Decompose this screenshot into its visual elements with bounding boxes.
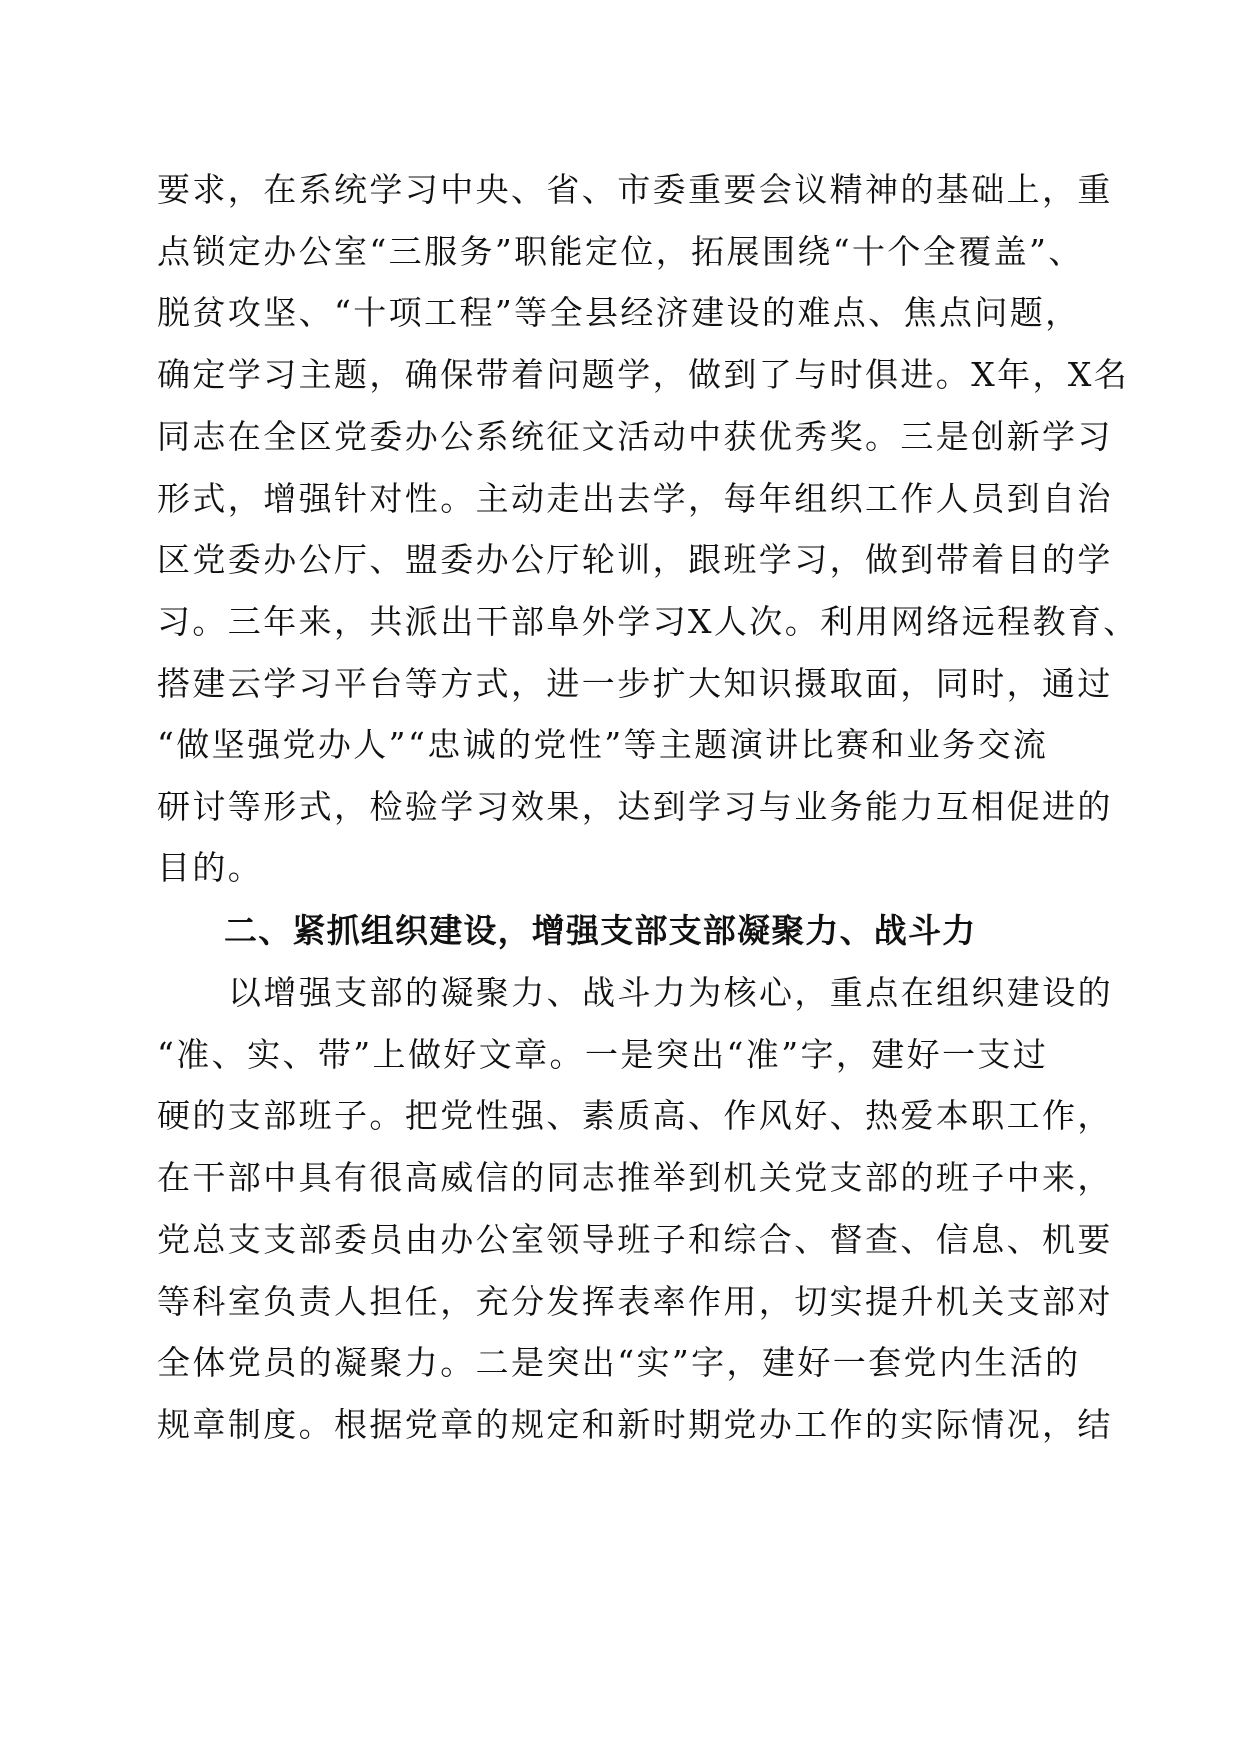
body-text-line: 目的。 [157,848,264,887]
body-text-line: 区党委办公厅、盟委办公厅轮训，跟班学习，做到带着目的学 [157,540,1113,579]
body-text-line: 党总支支部委员由办公室领导班子和综合、督查、信息、机要 [157,1220,1113,1259]
body-text-line: 要求，在系统学习中央、省、市委重要会议精神的基础上，重 [157,170,1113,209]
body-text-line: 习。三年来，共派出干部阜外学习X人次。利用网络远程教育、 [157,602,1139,641]
body-text-line: “准、实、带”上做好文章。一是突出“准”字，建好一支过 [157,1035,1049,1074]
body-text-line: 硬的支部班子。把党性强、素质高、作风好、热爱本职工作， [157,1096,1113,1135]
body-text-line: 搭建云学习平台等方式，进一步扩大知识摄取面，同时，通过 [157,664,1113,703]
body-text-line: 确定学习主题，确保带着问题学，做到了与时俱进。X年，X名 [157,355,1130,394]
body-text-line: 等科室负责人担任，充分发挥表率作用，切实提升机关支部对 [157,1282,1113,1321]
body-text-line: 规章制度。根据党章的规定和新时期党办工作的实际情况，结 [157,1405,1113,1444]
paragraph-first-line: 以增强支部的凝聚力、战斗力为核心，重点在组织建设的 [228,973,1113,1012]
body-text-line: 全体党员的凝聚力。二是突出“实”字，建好一套党内生活的 [157,1343,1081,1382]
body-text-line: 脱贫攻坚、“十项工程”等全县经济建设的难点、焦点问题， [157,293,1081,332]
body-text-line: 在干部中具有很高威信的同志推举到机关党支部的班子中来， [157,1158,1113,1197]
body-text-line: 点锁定办公室“三服务”职能定位，拓展围绕“十个全覆盖”、 [157,232,1084,271]
body-text-line: 形式，增强针对性。主动走出去学，每年组织工作人员到自治 [157,479,1113,518]
body-text-line: 研讨等形式，检验学习效果，达到学习与业务能力互相促进的 [157,787,1113,826]
body-text-line: “做坚强党办人”“忠诚的党性”等主题演讲比赛和业务交流 [157,725,1049,764]
section-heading: 二、紧抓组织建设，增强支部支部凝聚力、战斗力 [224,911,977,950]
body-text-line: 同志在全区党委办公系统征文活动中获优秀奖。三是创新学习 [157,417,1113,456]
